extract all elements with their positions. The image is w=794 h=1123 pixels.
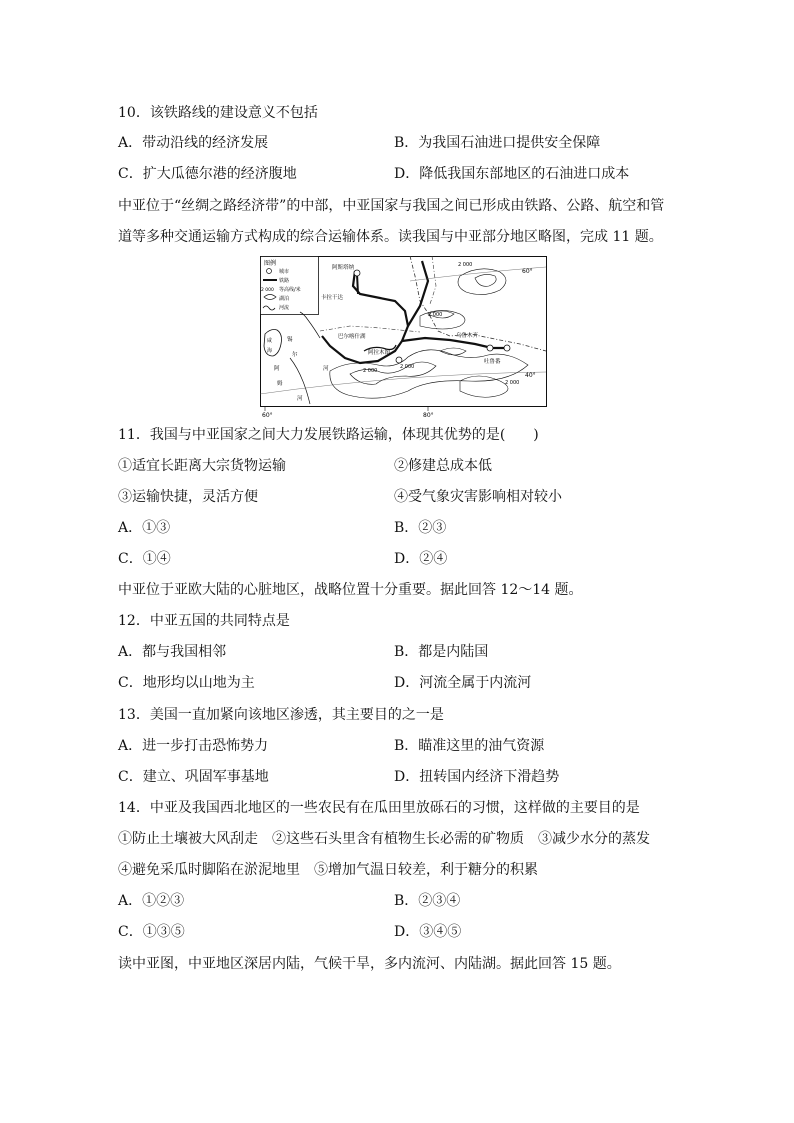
river-syr-3: 河 <box>323 366 329 372</box>
sea-label-1: 咸 <box>267 338 273 344</box>
legend-contour: 等高线/米 <box>279 287 301 293</box>
legend-lake: 湖泊 <box>279 296 290 302</box>
legend-contour-prefix: 2 000 <box>261 288 274 293</box>
legend-title: 图例 <box>264 260 277 267</box>
contour-label-1: 2 000 <box>458 262 473 268</box>
q13-option-d: D．扭转国内经济下滑趋势 <box>394 769 560 785</box>
river-amu-3: 河 <box>297 396 303 402</box>
q11-option-b: B．②③ <box>394 520 447 536</box>
q14-option-b: B．②③④ <box>394 893 461 909</box>
contour-label-4: 2 000 <box>363 368 378 374</box>
river-amu-1: 阿 <box>274 366 280 372</box>
q11-option-a: A．①③ <box>118 520 171 536</box>
q10-stem: 10．该铁路线的建设意义不包括 <box>118 105 318 121</box>
q11-option-d: D．②④ <box>394 551 448 567</box>
contour-label-5: 2 000 <box>400 364 415 370</box>
city-symbol-icon <box>267 269 272 274</box>
city-turpan: 吐鲁番 <box>484 359 501 365</box>
intro15: 读中亚图，中亚地区深居内陆，气候干旱，多内流河、内陆湖。据此回答 15 题。 <box>118 956 621 972</box>
q11-item-3: ③运输快捷，灵活方便 <box>118 489 258 505</box>
river-amu-2: 姆 <box>277 381 283 387</box>
river-syr-2: 尔 <box>292 352 298 358</box>
city-urumqi-icon <box>487 345 493 351</box>
q12-option-d: D．河流全属于内流河 <box>394 675 532 691</box>
q10-option-a: A．带动沿线的经济发展 <box>118 135 269 151</box>
lake-balkhash: 巴尔喀什湖 <box>338 334 366 340</box>
q14-option-a: A．①②③ <box>118 893 185 909</box>
sea-label-2: 海 <box>267 348 273 354</box>
lon-label-60: 60° <box>262 412 273 418</box>
legend-railway: 铁路 <box>279 278 290 284</box>
q10-option-d: D．降低我国东部地区的石油进口成本 <box>394 166 630 182</box>
q13-stem: 13．美国一直加紧向该地区渗透，其主要目的之一是 <box>118 707 444 723</box>
contour-label-2: 2 000 <box>428 312 443 318</box>
central-asia-map <box>260 256 547 418</box>
contour-label-3: 2 000 <box>505 380 520 386</box>
intro11-line2: 道等多种交通运输方式构成的综合运输体系。读我国与中亚部分地区略图，完成 11 题。 <box>118 229 663 245</box>
q14-option-d: D．③④⑤ <box>394 924 462 940</box>
city-astana-icon <box>354 270 360 276</box>
q12-option-c: C．地形均以山地为主 <box>118 675 255 691</box>
city-astana: 阿斯塔纳 <box>332 265 355 271</box>
q14-option-c: C．①③⑤ <box>118 924 185 940</box>
city-karaganda: 卡拉干达 <box>321 295 344 301</box>
river-syr-1: 锡 <box>287 337 293 343</box>
q13-option-b: B．瞄准这里的油气资源 <box>394 738 545 754</box>
q14-items-1: ①防止土壤被大风刮走 ②这些石头里含有植物生长必需的矿物质 ③减少水分的蒸发 <box>118 831 650 847</box>
q13-option-c: C．建立、巩固军事基地 <box>118 769 269 785</box>
intro12: 中亚位于亚欧大陆的心脏地区，战略位置十分重要。据此回答 12～14 题。 <box>118 582 583 598</box>
city-almaty: 阿拉木图 <box>368 350 391 356</box>
q10-option-c: C．扩大瓜德尔港的经济腹地 <box>118 166 297 182</box>
q12-option-a: A．都与我国相邻 <box>118 644 227 660</box>
legend-river: 河流 <box>279 305 290 311</box>
q13-option-a: A．进一步打击恐怖势力 <box>118 738 269 754</box>
lon-label-80: 80° <box>423 412 434 418</box>
q10-option-b: B．为我国石油进口提供安全保障 <box>394 135 601 151</box>
q12-stem: 12．中亚五国的共同特点是 <box>118 613 290 629</box>
q14-items-2: ④避免采瓜时脚陷在淤泥地里 ⑤增加气温日较差，利于糖分的积累 <box>118 862 538 878</box>
city-turpan-icon <box>504 345 510 351</box>
q11-item-2: ②修建总成本低 <box>394 458 492 474</box>
q11-option-c: C．①④ <box>118 551 171 567</box>
lat-label-40: 40° <box>525 372 536 379</box>
lat-label-60: 60° <box>522 268 533 275</box>
city-almaty-icon <box>396 357 402 363</box>
intro11-line1: 中亚位于“丝绸之路经济带”的中部，中亚国家与我国之间已形成由铁路、公路、航空和管 <box>118 198 665 214</box>
q11-item-1: ①适宜长距离大宗货物运输 <box>118 458 286 474</box>
legend-city: 城市 <box>279 269 290 275</box>
city-urumqi: 乌鲁木齐 <box>456 333 479 339</box>
q11-item-4: ④受气象灾害影响相对较小 <box>394 489 562 505</box>
q14-stem: 14．中亚及我国西北地区的一些农民有在瓜田里放砾石的习惯，这样做的主要目的是 <box>118 800 640 816</box>
q12-option-b: B．都是内陆国 <box>394 644 489 660</box>
q11-stem: 11．我国与中亚国家之间大力发展铁路运输，体现其优势的是( ) <box>118 427 539 443</box>
